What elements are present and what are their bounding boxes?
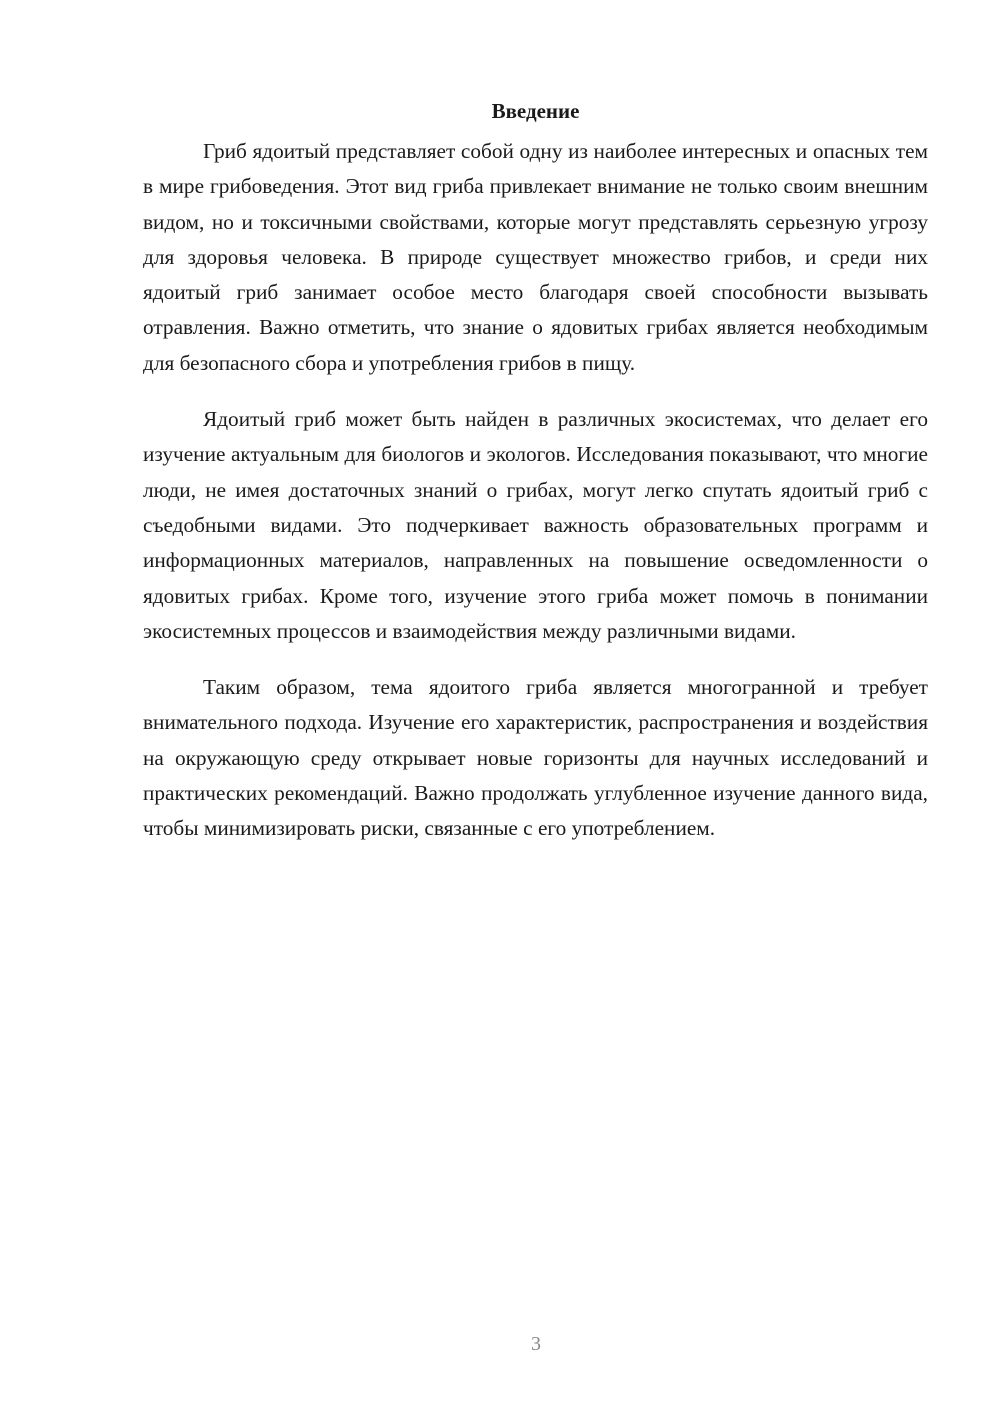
document-page [143, 94, 928, 868]
page-number: 3 [531, 1333, 541, 1355]
paragraph-3: Таким образом, тема ядоитого гриба является многогранной и требует внимательного подхода. Изучение его характеристик, распространения и воздействия на окружающую среду открывает новые горизонты для научных исследований и практических рекомендаций. Важно продолжать углубленное изучение данного вида, чтобы минимизировать риски, связанные с его употреблением. [143, 675, 928, 841]
section-heading: Введение [491, 99, 580, 123]
paragraph-2: Ядоитый гриб может быть найден в различных экосистемах, что делает его изучение актуальным для биологов и экологов. Исследования показывают, что многие люди, не имея достаточных знаний о грибах, могут легко спутать ядоитый гриб с съедобными видами. Это подчеркивает важность образовательных программ и информационных материалов, направленных на повышение осведомленности о ядовитых грибах. Кроме того, изучение этого гриба может помочь в понимании экосистемных процессов и взаимодействия между различными видами. [143, 407, 928, 643]
paragraph-1: Гриб ядоитый представляет собой одну из наиболее интересных и опасных тем в мире грибоведения. Этот вид гриба привлекает внимание не только своим внешним видом, но и токсичными свойствами, которые могут представлять серьезную угрозу для здоровья человека. В природе существует множество грибов, и среди них ядоитый гриб занимает особое место благодаря своей способности вызывать отравления. Важно отметить, что знание о ядовитых грибах является необходимым для безопасного сбора и употребления грибов в пищу. [143, 139, 928, 375]
